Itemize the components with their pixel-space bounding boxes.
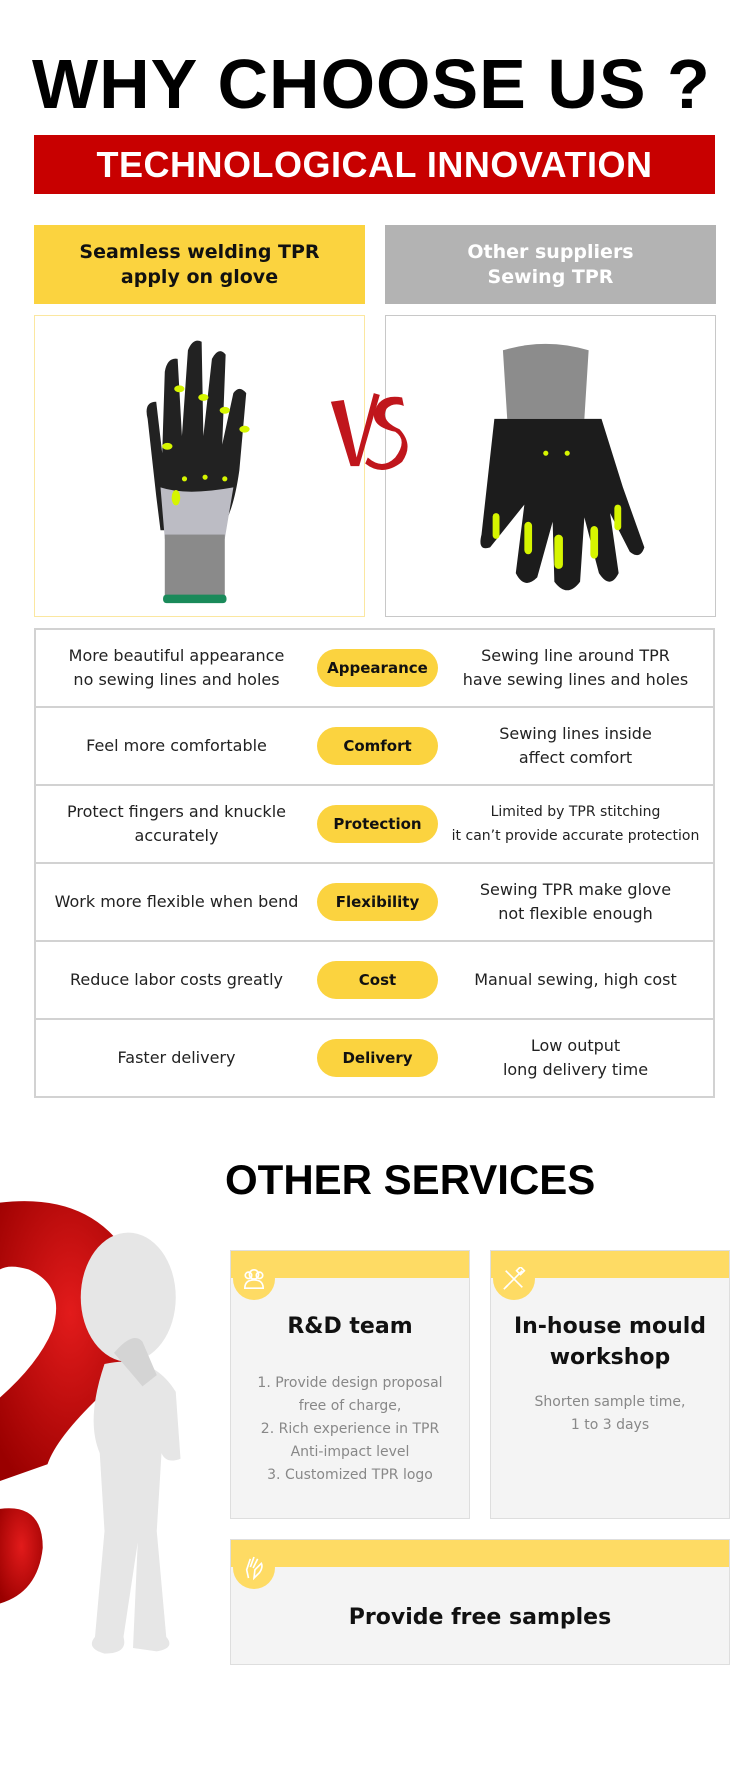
cell-line: Limited by TPR stitching xyxy=(490,804,661,820)
category-badge: Protection xyxy=(317,805,438,843)
category-badge: Appearance xyxy=(317,649,438,687)
card-line: Shorten sample time, xyxy=(534,1394,686,1410)
comparison-table xyxy=(34,628,715,1098)
cell-line: Feel more comfortable xyxy=(86,736,267,755)
cell-line: Sewing lines inside xyxy=(499,724,652,743)
cell-line: no sewing lines and holes xyxy=(73,670,280,689)
table-row xyxy=(36,942,713,1020)
our-advantage-cell xyxy=(36,734,317,758)
header-other-suppliers xyxy=(385,225,716,304)
header-seamless-welding xyxy=(34,225,365,304)
other-supplier-cell xyxy=(438,800,713,848)
cell-line: Manual sewing, high cost xyxy=(474,970,677,989)
table-row xyxy=(36,630,713,708)
banner-technological-innovation: TECHNOLOGICAL INNOVATION xyxy=(34,135,715,194)
thinking-figure-question-mark-image xyxy=(0,1197,228,1687)
other-supplier-cell xyxy=(438,722,713,770)
cell-line: it can’t provide accurate protection xyxy=(451,828,700,844)
cell-line: Sewing line around TPR xyxy=(481,646,670,665)
cell-line: long delivery time xyxy=(502,1060,649,1079)
category-badge: Cost xyxy=(317,961,438,999)
our-advantage-cell xyxy=(36,644,317,692)
cell-line: accurately xyxy=(134,826,219,845)
card-line: free of charge, xyxy=(298,1398,402,1414)
category-badge: Flexibility xyxy=(317,883,438,921)
header-line: apply on glove xyxy=(120,265,279,288)
card-title xyxy=(491,1311,729,1373)
cell-line: have sewing lines and holes xyxy=(462,670,689,689)
card-strip xyxy=(231,1540,729,1567)
other-supplier-cell xyxy=(438,1034,713,1082)
cell-line: Low output xyxy=(530,1036,621,1055)
cell-line: Protect fingers and knuckle xyxy=(67,802,286,821)
sewn-glove-image xyxy=(385,315,716,617)
header-line: Seamless welding TPR xyxy=(79,240,320,263)
cell-line: Reduce labor costs greatly xyxy=(70,970,283,989)
card-line: 3. Customized TPR logo xyxy=(267,1467,433,1483)
other-supplier-cell xyxy=(438,878,713,926)
other-services-title: OTHER SERVICES xyxy=(225,1156,596,1203)
table-row xyxy=(36,786,713,864)
cell-line: More beautiful appearance xyxy=(68,646,285,665)
seamless-glove-image xyxy=(34,315,365,617)
card-text xyxy=(231,1372,469,1487)
cell-line: not flexible enough xyxy=(498,904,653,923)
card-title: Provide free samples xyxy=(348,1605,612,1630)
header-line: Other suppliers xyxy=(467,240,634,263)
page-title: WHY CHOOSE US ? xyxy=(32,45,711,123)
card-title: R&D team xyxy=(287,1314,413,1339)
our-advantage-cell xyxy=(36,1046,317,1070)
service-card-mould-workshop xyxy=(490,1250,730,1519)
team-icon xyxy=(233,1258,275,1300)
card-line: 1. Provide design proposal xyxy=(257,1375,443,1391)
table-row xyxy=(36,864,713,942)
category-badge: Delivery xyxy=(317,1039,438,1077)
table-row xyxy=(36,708,713,786)
table-row xyxy=(36,1020,713,1096)
card-line: Anti-impact level xyxy=(290,1444,410,1460)
card-title-line: workshop xyxy=(549,1345,671,1370)
hand-icon xyxy=(233,1547,275,1589)
our-advantage-cell xyxy=(36,890,317,914)
our-advantage-cell xyxy=(36,800,317,848)
vs-mark xyxy=(323,376,416,479)
cell-line: affect comfort xyxy=(518,748,633,767)
card-line: 2. Rich experience in TPR xyxy=(260,1421,440,1437)
card-line: 1 to 3 days xyxy=(570,1417,650,1433)
cell-line: Faster delivery xyxy=(117,1048,236,1067)
card-text xyxy=(491,1391,729,1437)
cell-line: Sewing TPR make glove xyxy=(479,880,672,899)
cell-line: Work more flexible when bend xyxy=(54,892,299,911)
category-badge: Comfort xyxy=(317,727,438,765)
ruler-pencil-icon xyxy=(493,1258,535,1300)
header-line: Sewing TPR xyxy=(487,265,614,288)
other-supplier-cell xyxy=(438,968,713,992)
our-advantage-cell xyxy=(36,968,317,992)
service-card-free-samples xyxy=(230,1539,730,1665)
service-card-rd-team xyxy=(230,1250,470,1519)
other-supplier-cell xyxy=(438,644,713,692)
card-title-line: In-house mould xyxy=(513,1314,707,1339)
